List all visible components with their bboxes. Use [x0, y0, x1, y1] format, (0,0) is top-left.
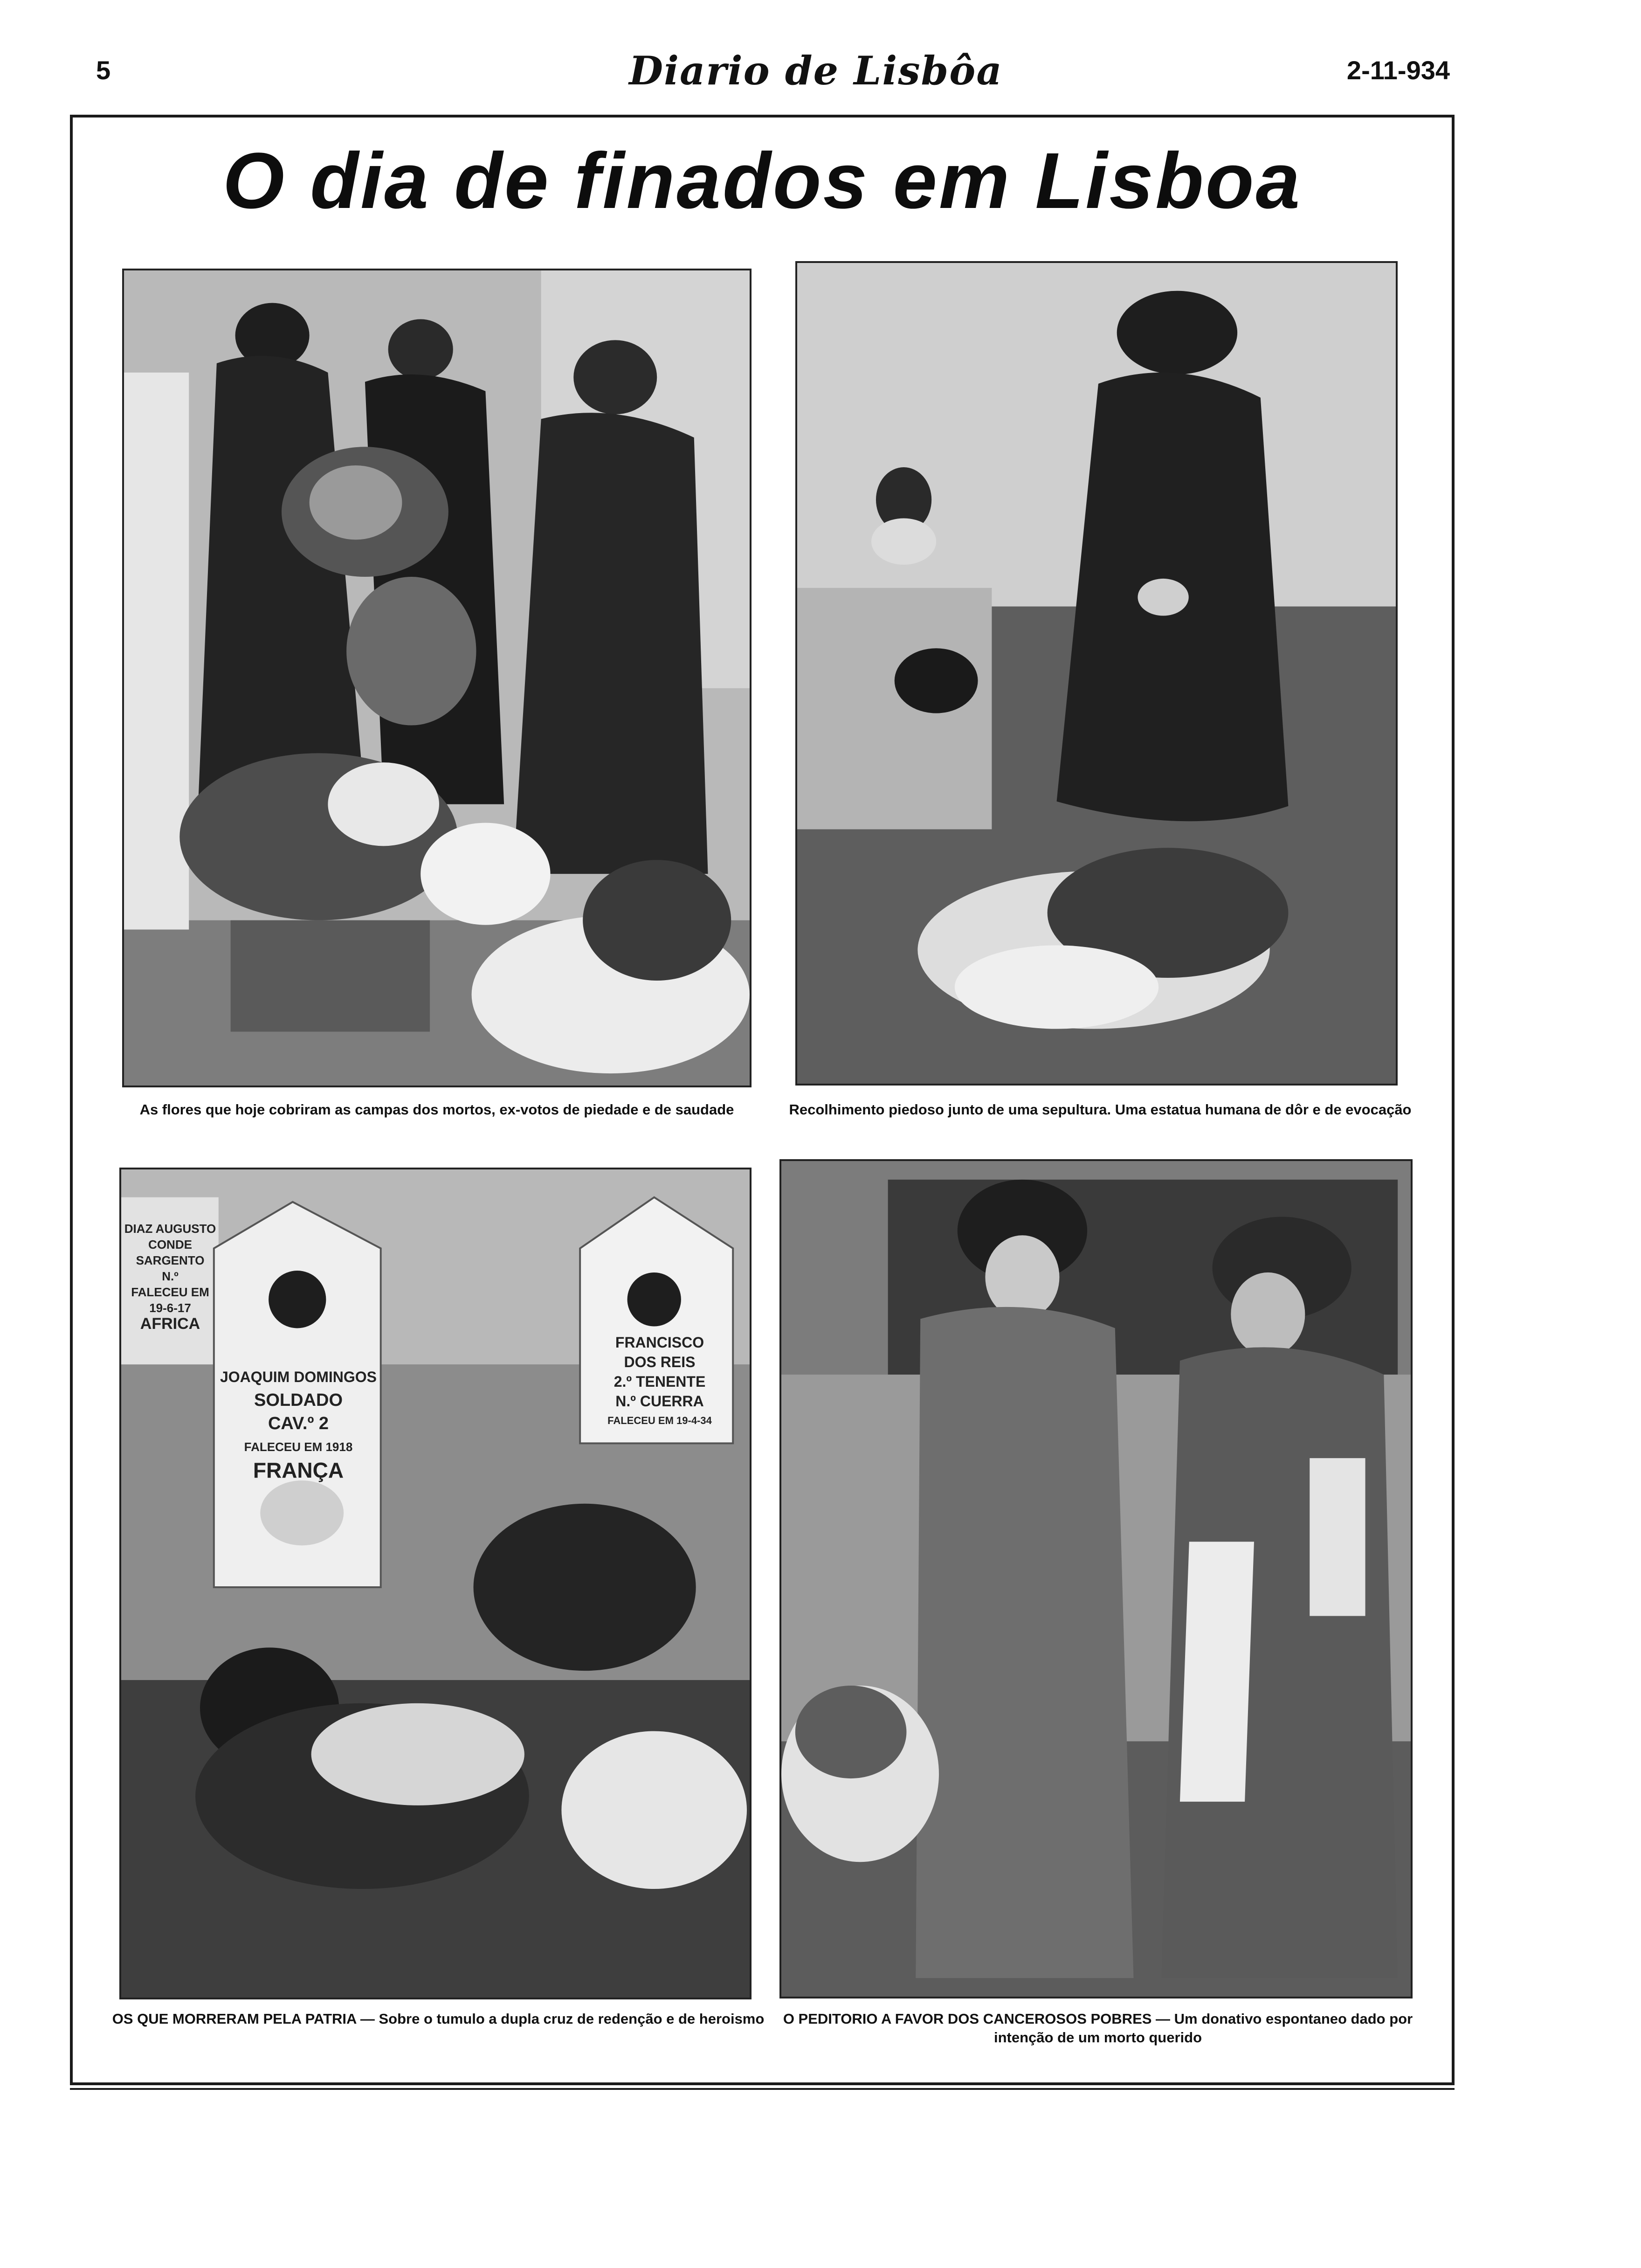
- grave-marker-line: AFRICA: [140, 1315, 200, 1333]
- grave-marker-line: N.º: [162, 1269, 179, 1283]
- grave-marker-left: [121, 1221, 219, 1332]
- grave-marker-line: FALECEU EM 19-4-34: [607, 1415, 712, 1426]
- caption-kneeling-woman: Recolhimento piedoso junto de uma sepultura. Uma estatua humana de dôr e de evocação: [789, 1101, 1412, 1118]
- photo-collection-image: [781, 1161, 1411, 1997]
- page-number: 5: [96, 55, 111, 85]
- grave-marker-line: FALECEU EM 19-6-17: [131, 1285, 209, 1315]
- photo-kneeling-woman: [795, 261, 1398, 1086]
- photo-collection: [779, 1159, 1413, 1998]
- grave-marker-line: 2.º TENENTE: [614, 1373, 706, 1390]
- grave-marker-line: FRANÇA: [253, 1458, 344, 1482]
- caption-flower-sellers: As flores que hoje cobriram as campas dos mortos, ex-votos de piedade e de saudade: [139, 1101, 734, 1118]
- grave-marker-line: CONDE: [148, 1238, 192, 1252]
- caption-soldier-graves: OS QUE MORRERAM PELA PATRIA — Sobre o tumulo a dupla cruz de redenção e de heroismo: [112, 2011, 765, 2027]
- photo-kneeling-woman-image: [797, 263, 1396, 1084]
- photo-soldier-graves: [119, 1168, 752, 1999]
- photo-flower-sellers: [122, 269, 752, 1087]
- grave-marker-line: N.º CUERRA: [615, 1393, 704, 1410]
- issue-date: 2-11-934: [1346, 55, 1450, 85]
- grave-marker-right: [583, 1333, 737, 1431]
- grave-marker-center: [214, 1365, 382, 1482]
- grave-marker-line: SARGENTO: [136, 1253, 205, 1267]
- caption-collection: O PEDITORIO A FAVOR DOS CANCEROSOS POBRES — Um donativo espontaneo dado por intenção de um morto querido: [783, 2011, 1413, 2046]
- grave-marker-line: DIAZ AUGUSTO: [124, 1222, 216, 1236]
- newspaper-title: Diario de Lisbôa: [629, 48, 1003, 94]
- grave-marker-line: FRANCISCO: [615, 1334, 704, 1351]
- grave-marker-line: CAV.º 2: [268, 1414, 329, 1433]
- grave-marker-line: FALECEU EM 1918: [244, 1440, 353, 1454]
- frame-bottom-rule: [70, 2088, 1455, 2090]
- photo-flower-sellers-image: [124, 270, 750, 1086]
- headline: O dia de finados em Lisboa: [222, 137, 1302, 225]
- grave-marker-line: DOS REIS: [624, 1354, 696, 1370]
- grave-marker-line: JOAQUIM DOMINGOS: [220, 1369, 377, 1385]
- grave-marker-line: SOLDADO: [254, 1390, 343, 1410]
